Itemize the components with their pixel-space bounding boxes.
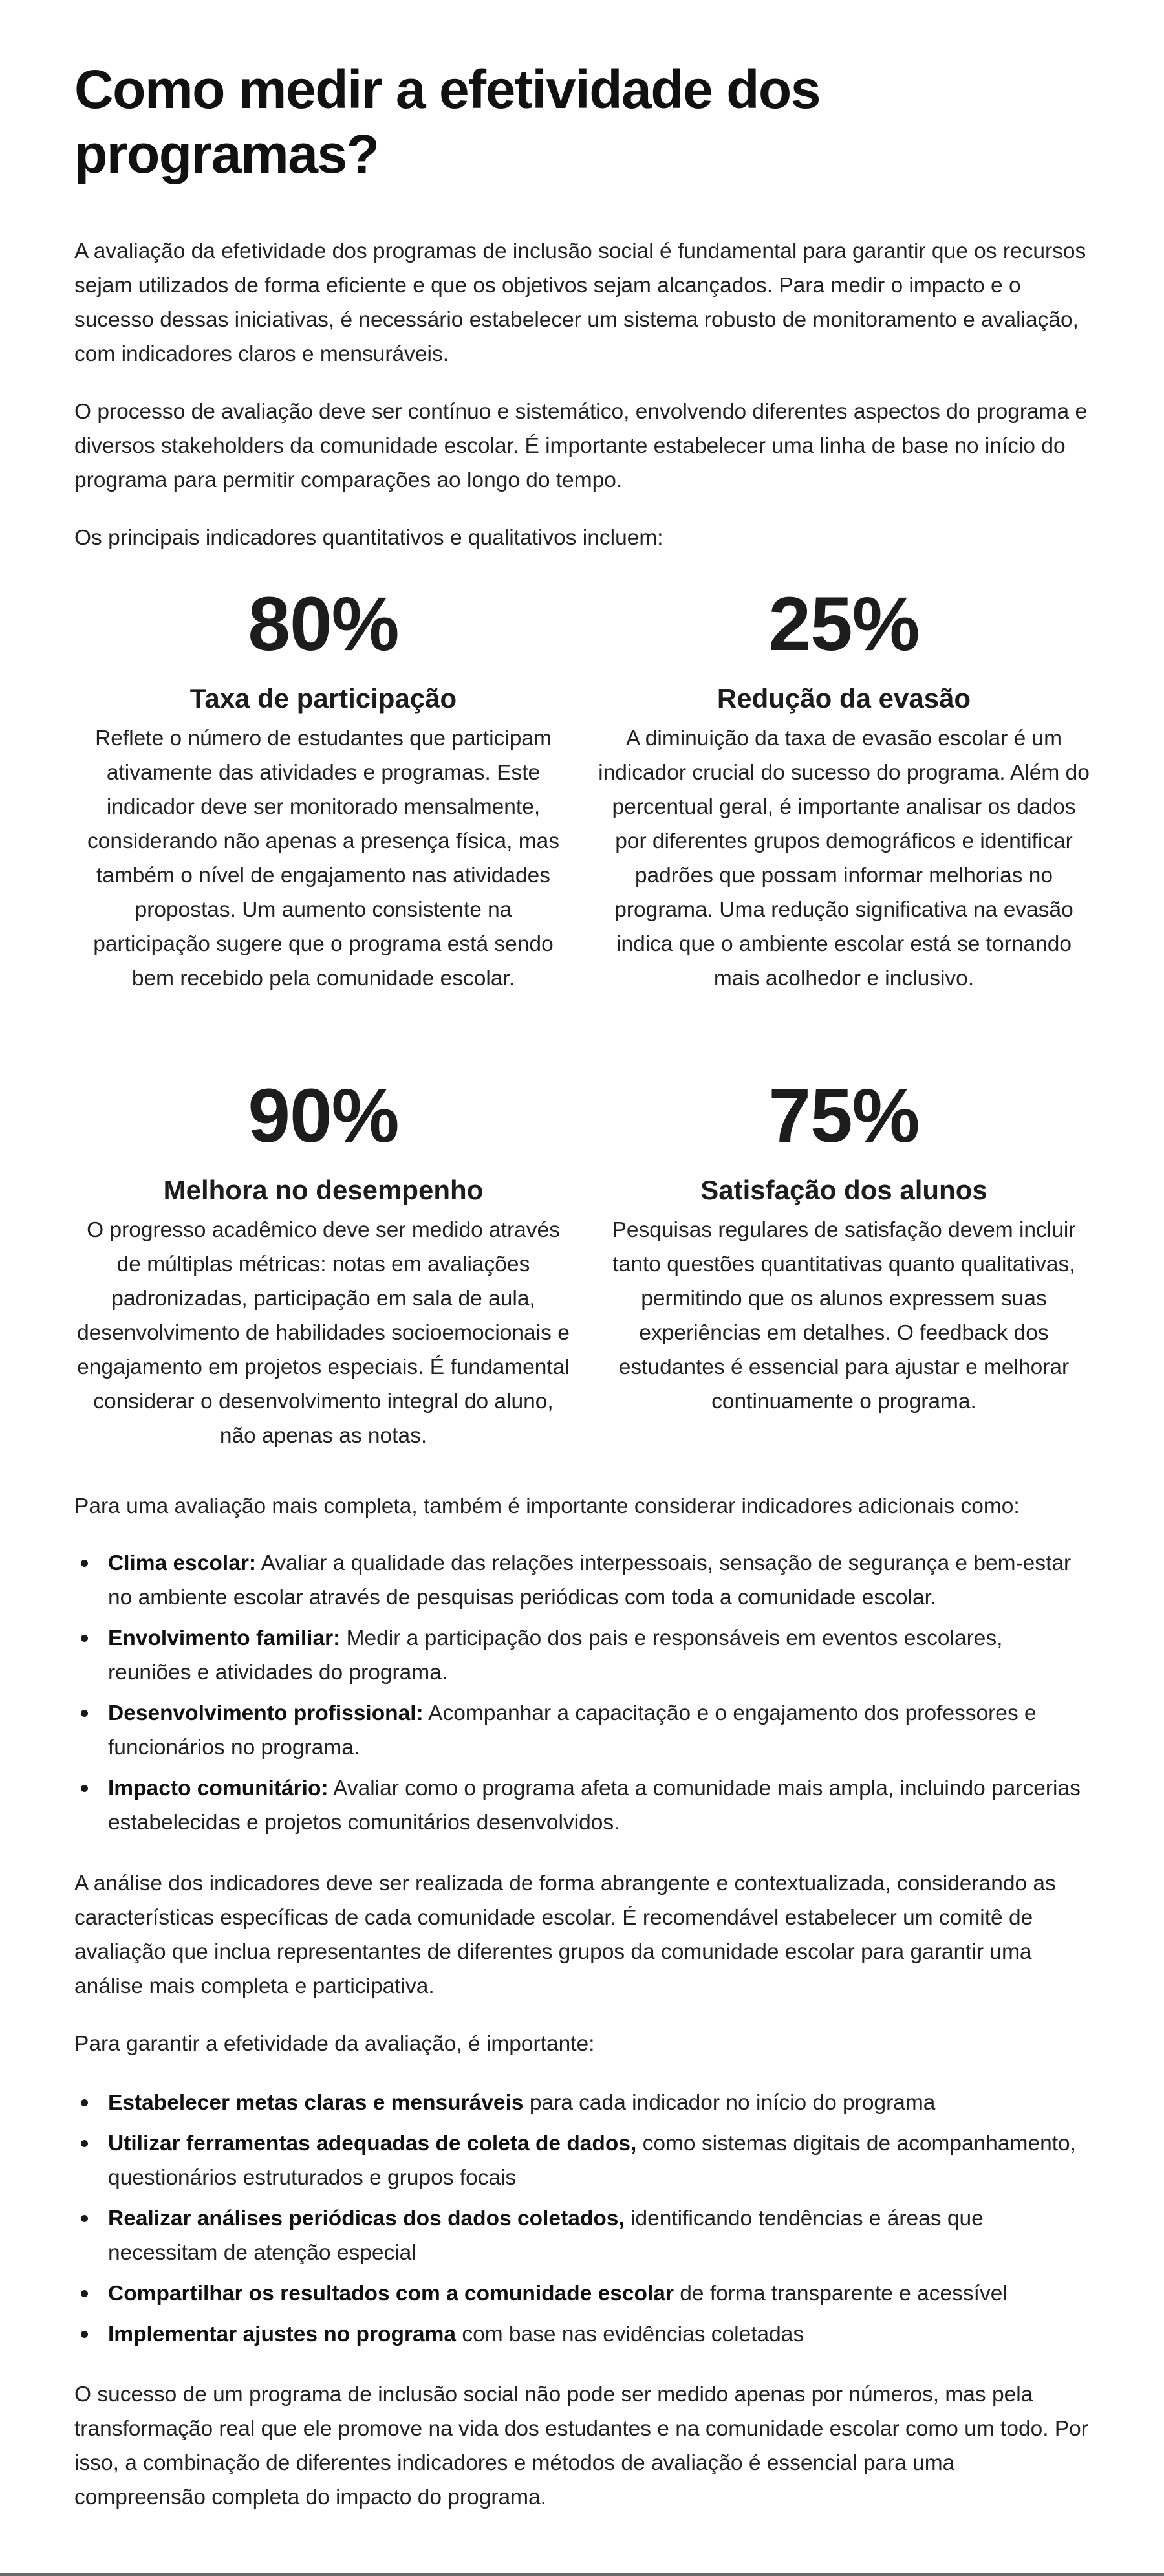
list-item-term: Implementar ajustes no programa xyxy=(108,2322,457,2346)
stat-card-participation xyxy=(74,582,572,996)
list-item-text: Acompanhar a capacitação e o engajamento dos professores e funcionários no programa. xyxy=(108,1701,1037,1760)
list-item-term: Envolvimento familiar: xyxy=(108,1626,341,1650)
bullet-icon xyxy=(81,2215,88,2222)
list-item xyxy=(74,1696,1090,1765)
additional-indicators-intro: Para uma avaliação mais completa, também é importante considerar indicadores adicionais como: xyxy=(74,1494,1020,1518)
conclusion-paragraph: O sucesso de um programa de inclusão social não pode ser medido apenas por números, mas pela transformação real que ele promove na vida dos estudantes e na comunidade escolar como um todo. Por isso, a combinação de diferentes indicadores e métodos de avaliação é essencial para uma compreensão completa do impacto do programa. xyxy=(74,2383,1088,2509)
stat-label: Taxa de participação xyxy=(189,683,457,714)
list-item-term: Clima escolar: xyxy=(108,1551,257,1575)
bottom-divider xyxy=(0,2573,1164,2576)
list-item-text: identificando tendências e áreas que necessitam de atenção especial xyxy=(108,2207,984,2265)
stat-label: Melhora no desempenho xyxy=(163,1175,484,1205)
list-item-text: Avaliar a qualidade das relações interpessoais, sensação de segurança e bem-estar no ambiente escolar através de pesquisas periódicas com toda a comunidade escolar. xyxy=(108,1551,1072,1610)
stat-description: Reflete o número de estudantes que participam ativamente das atividades e programas. Este indicador deve ser monitorado mensalmente, considerando não apenas a presença física, mas também o nível de engajamento nas atividades propostas. Um aumento consistente na participação sugere que o programa está sendo bem recebido pela comunidade escolar. xyxy=(87,726,559,990)
bullet-icon xyxy=(81,1785,88,1792)
bullet-icon xyxy=(81,1560,88,1567)
intro-paragraph-1: A avaliação da efetividade dos programas de inclusão social é fundamental para garantir que os recursos sejam utilizados de forma eficiente e que os objetivos sejam alcançados. Para medir o impacto e o sucesso dessas iniciativas, é necessário estabelecer um sistema robusto de monitoramento e avaliação, com indicadores claros e mensuráveis. xyxy=(74,239,1086,366)
list-item-text: como sistemas digitais de acompanhamento, questionários estruturados e grupos focais xyxy=(108,2132,1076,2190)
indicators-intro: Os principais indicadores quantitativos e qualitativos incluem: xyxy=(74,526,663,550)
guarantee-intro: Para garantir a efetividade da avaliação, é importante: xyxy=(74,2032,595,2056)
stat-label: Redução da evasão xyxy=(717,683,971,714)
list-item xyxy=(74,2201,1090,2270)
list-item-term: Desenvolvimento profissional: xyxy=(108,1701,424,1725)
list-item xyxy=(74,1546,1090,1615)
stat-value: 80% xyxy=(248,582,399,667)
list-item xyxy=(74,1621,1090,1690)
list-item-text: com base nas evidências coletadas xyxy=(456,2322,804,2346)
list-item-text: de forma transparente e acessível xyxy=(673,2282,1008,2306)
stat-description: A diminuição da taxa de evasão escolar é um indicador crucial do sucesso do programa. Além do percentual geral, é importante analisar os dados por diferentes grupos demográficos e identificar padrões que possam informar melhorias no programa. Uma redução significativa na evasão indica que o ambiente escolar está se tornando mais acolhedor e inclusivo. xyxy=(598,726,1090,990)
list-item-text: Medir a participação dos pais e responsáveis em eventos escolares, reuniões e atividades do programa. xyxy=(108,1626,1003,1685)
bullet-icon xyxy=(81,2099,88,2106)
analysis-paragraph: A análise dos indicadores deve ser realizada de forma abrangente e contextualizada, considerando as características específicas de cada comunidade escolar. É recomendável estabelecer um comitê de avaliação que inclua representantes de diferentes grupos da comunidade escolar para garantir uma análise mais completa e participativa. xyxy=(74,1872,1056,1998)
guarantee-list xyxy=(74,2086,1090,2352)
list-item-text: para cada indicador no início do programa xyxy=(523,2091,936,2115)
stat-description: Pesquisas regulares de satisfação devem incluir tanto questões quantitativas quanto qualitativas, permitindo que os alunos expressem suas experiências em detalhes. O feedback dos estudantes é essencial para ajustar e melhorar continuamente o programa. xyxy=(612,1218,1076,1414)
list-item-term: Impacto comunitário: xyxy=(108,1776,329,1800)
list-item-text: Avaliar como o programa afeta a comunidade mais ampla, incluindo parcerias estabelecidas e projetos comunitários desenvolvidos. xyxy=(108,1776,1081,1835)
page-title: Como medir a efetividade dos programas? xyxy=(74,59,820,184)
list-item xyxy=(74,2276,1090,2311)
bullet-icon xyxy=(81,2331,88,2338)
bullet-icon xyxy=(81,1635,88,1642)
bullet-icon xyxy=(81,2290,88,2297)
list-item-term: Utilizar ferramentas adequadas de coleta de dados, xyxy=(108,2132,637,2156)
stat-value: 90% xyxy=(248,1073,399,1159)
list-item-term: Realizar análises periódicas dos dados coletados, xyxy=(108,2207,625,2231)
stat-card-dropout-reduction xyxy=(595,582,1093,996)
list-item xyxy=(74,2126,1090,2195)
stat-value: 25% xyxy=(768,582,920,667)
additional-indicators-list xyxy=(74,1546,1090,1840)
stat-card-satisfaction xyxy=(595,1073,1093,1419)
stat-value: 75% xyxy=(768,1073,920,1159)
stat-card-performance xyxy=(74,1073,572,1453)
list-item xyxy=(74,2317,1090,2352)
list-item xyxy=(74,2086,1090,2120)
bullet-icon xyxy=(81,2140,88,2147)
intro-paragraph-2: O processo de avaliação deve ser contínuo e sistemático, envolvendo diferentes aspectos do programa e diversos stakeholders da comunidade escolar. É importante estabelecer uma linha de base no início do programa para permitir comparações ao longo do tempo. xyxy=(74,400,1088,492)
stat-label: Satisfação dos alunos xyxy=(700,1175,987,1205)
list-item xyxy=(74,1771,1090,1840)
list-item-term: Compartilhar os resultados com a comunidade escolar xyxy=(108,2282,674,2306)
bullet-icon xyxy=(81,1710,88,1717)
list-item-term: Estabelecer metas claras e mensuráveis xyxy=(108,2091,524,2115)
stat-description: O progresso acadêmico deve ser medido através de múltiplas métricas: notas em avaliações padronizadas, participação em sala de aula, desenvolvimento de habilidades socioemocionais e engajamento em projetos especiais. É fundamental considerar o desenvolvimento integral do aluno, não apenas as notas. xyxy=(77,1218,570,1448)
